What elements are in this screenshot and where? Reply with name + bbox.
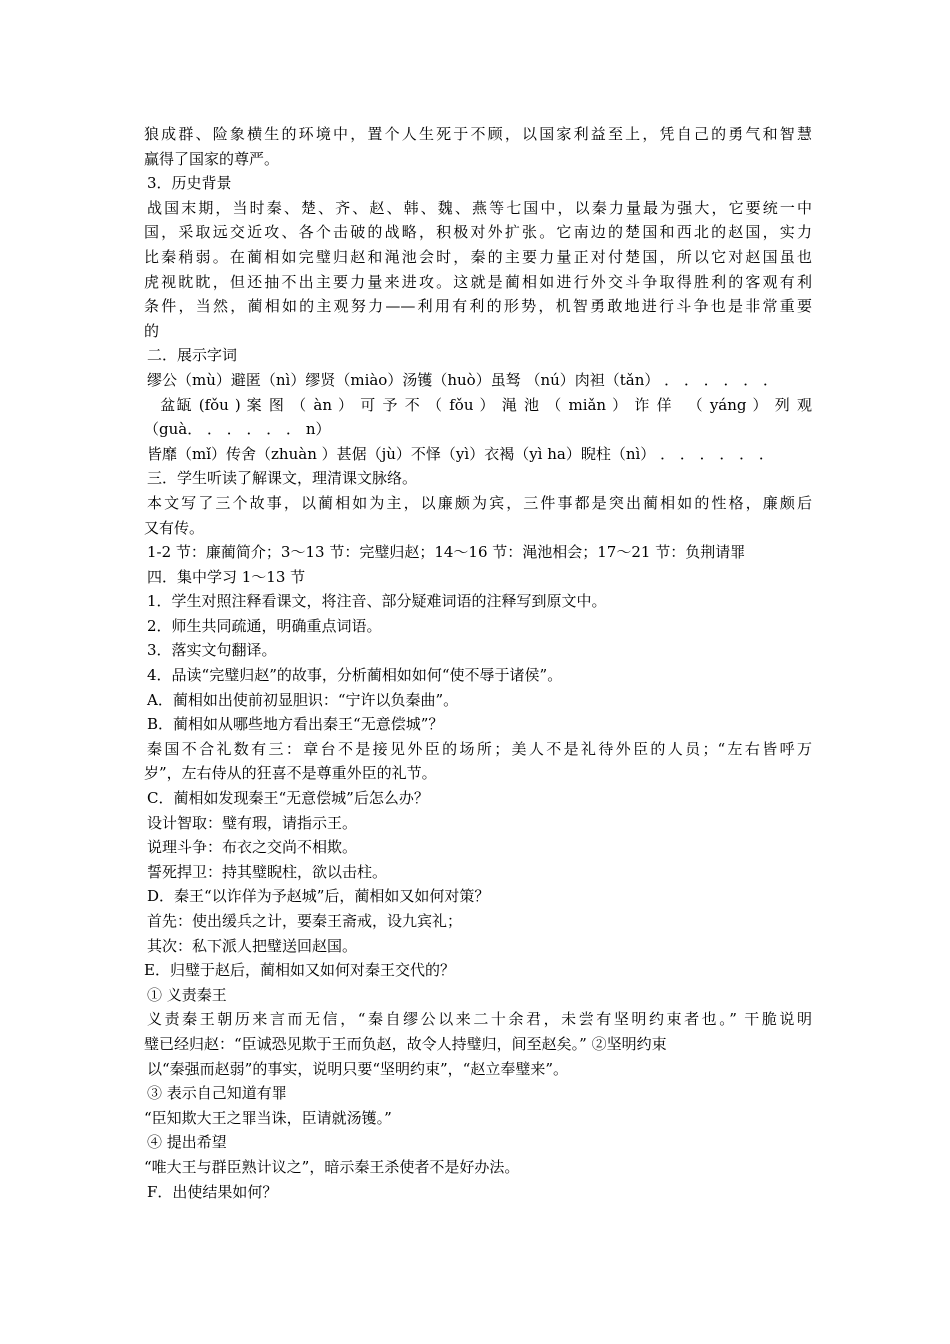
text-line: E．归璧于赵后，蔺相如又如何对秦王交代的？ [144, 961, 455, 980]
text-line: A．蔺相如出使前初显胆识：“宁许以负秦曲”。 [147, 690, 459, 709]
text-line: ③ 表示自己知道有罪 [147, 1084, 287, 1103]
text-line: 其次：私下派人把璧送回赵国。 [147, 936, 358, 955]
text-line: 义责秦王朝历来言而无信，“秦自缪公以来二十余君，未尝有坚明约束者也。” 干脆说明 [147, 1010, 812, 1029]
text-line: 岁”，左右侍从的狂喜不是尊重外臣的礼节。 [144, 764, 437, 783]
text-line: 3．落实文句翻译。 [147, 641, 277, 660]
text-line: 4．品读“完璧归赵”的故事，分析蔺相如如何“使不辱于诸侯”。 [147, 666, 563, 685]
text-line: “臣知欺大王之罪当诛，臣请就汤镬。” [144, 1108, 392, 1127]
text-line: 条件，当然，蔺相如的主观努力——利用有利的形势，机智勇敢地进行斗争也是非常重要 [144, 297, 812, 316]
text-line: 狼成群、险象横生的环境中，置个人生死于不顾，以国家利益至上，凭自己的勇气和智慧 [144, 125, 812, 143]
text-line: B．蔺相如从哪些地方看出秦王“无意偿城”？ [147, 715, 444, 734]
text-line: D．秦王“以诈佯为予赵城”后，蔺相如又如何对策？ [147, 887, 490, 906]
text-line: 设计智取：璧有瑕，请指示王。 [147, 813, 358, 832]
text-line: 1．学生对照注释看课文，将注音、部分疑难词语的注释写到原文中。 [147, 592, 607, 611]
text-line: 璧已经归赵：“臣诚恐见欺于王而负赵，故令人持璧归，间至赵矣。” ②坚明约束 [144, 1034, 667, 1053]
text-line: 2．师生共同疏通，明确重点词语。 [147, 616, 382, 635]
text-line: 虎视眈眈，但还抽不出主要力量来进攻。这就是蔺相如进行外交斗争取得胜利的客观有利 [144, 272, 812, 291]
text-line: （guà． ． ． ． ． ． n） [144, 420, 331, 439]
text-line: 赢得了国家的尊严。 [144, 149, 280, 168]
text-line: ④ 提出希望 [147, 1133, 227, 1152]
text-line: 首先：使出缓兵之计，要秦王斋戒，设九宾礼； [147, 912, 463, 930]
text-line: 的 [144, 321, 160, 340]
text-line: C．蔺相如发现秦王“无意偿城”后怎么办？ [147, 789, 429, 808]
text-line: 以“秦强而赵弱”的事实，说明只要“坚明约束”，“赵立奉璧来”。 [147, 1059, 569, 1078]
text-line: “唯大王与群臣熟计议之”，暗示秦王杀使者不是好办法。 [144, 1157, 520, 1176]
document-body [144, 122, 812, 1204]
text-line: 本文写了三个故事，以蔺相如为主，以廉颇为宾，三件事都是突出蔺相如的性格，廉颇后 [147, 493, 812, 512]
text-line: F．出使结果如何？ [147, 1182, 278, 1201]
text-line: 又有传。 [144, 518, 205, 537]
text-line: 四．集中学习 1～13 节 [147, 567, 306, 586]
text-line: 二．展示字词 [147, 346, 238, 365]
text-line: 三．学生听读了解课文，理清课文脉络。 [147, 469, 418, 488]
text-line: 盆缻 (fǒu ) 案 图 （ àn ） 可 予 不 （ fǒu ） 渑 池 （ miǎn ） 诈 佯 （ yáng ） 列 观 [144, 395, 812, 414]
text-line: 1-2 节：廉蔺简介；3～13 节：完璧归赵；14～16 节：渑池相会；17～21 节：负荆请罪 [147, 543, 746, 562]
text-line: 誓死捍卫：持其璧睨柱，欲以击柱。 [147, 862, 388, 881]
text-line: 3．历史背景 [147, 174, 232, 193]
text-line: 国，采取远交近攻、各个击破的战略，积极对外扩张。它南边的楚国和西北的赵国，实力 [144, 223, 812, 242]
text-line: 缪公（mù）避匿（nì）缪贤（miào）汤镬（huò）虽驽 （nú）肉袒（tǎn） ． ． ． ． ． ． [147, 370, 779, 389]
text-line: ① 义责秦王 [147, 985, 227, 1004]
text-line: 说理斗争：布衣之交尚不相欺。 [147, 838, 358, 857]
text-line: 战国末期，当时秦、楚、齐、赵、韩、魏、燕等七国中，以秦力量最为强大，它要统一中 [147, 198, 812, 217]
text-line: 比秦稍弱。在蔺相如完璧归赵和渑池会时，秦的主要力量正对付楚国，所以它对赵国虽也 [144, 247, 812, 266]
text-line: 皆靡（mǐ）传舍（zhuàn ）甚倨（jù）不怿（yì）衣褐（yì ha）睨柱（nì） ． ． ． ． ． ． [147, 444, 774, 463]
text-line: 秦国不合礼数有三：章台不是接见外臣的场所；美人不是礼待外臣的人员；“左右皆呼万 [147, 739, 812, 758]
